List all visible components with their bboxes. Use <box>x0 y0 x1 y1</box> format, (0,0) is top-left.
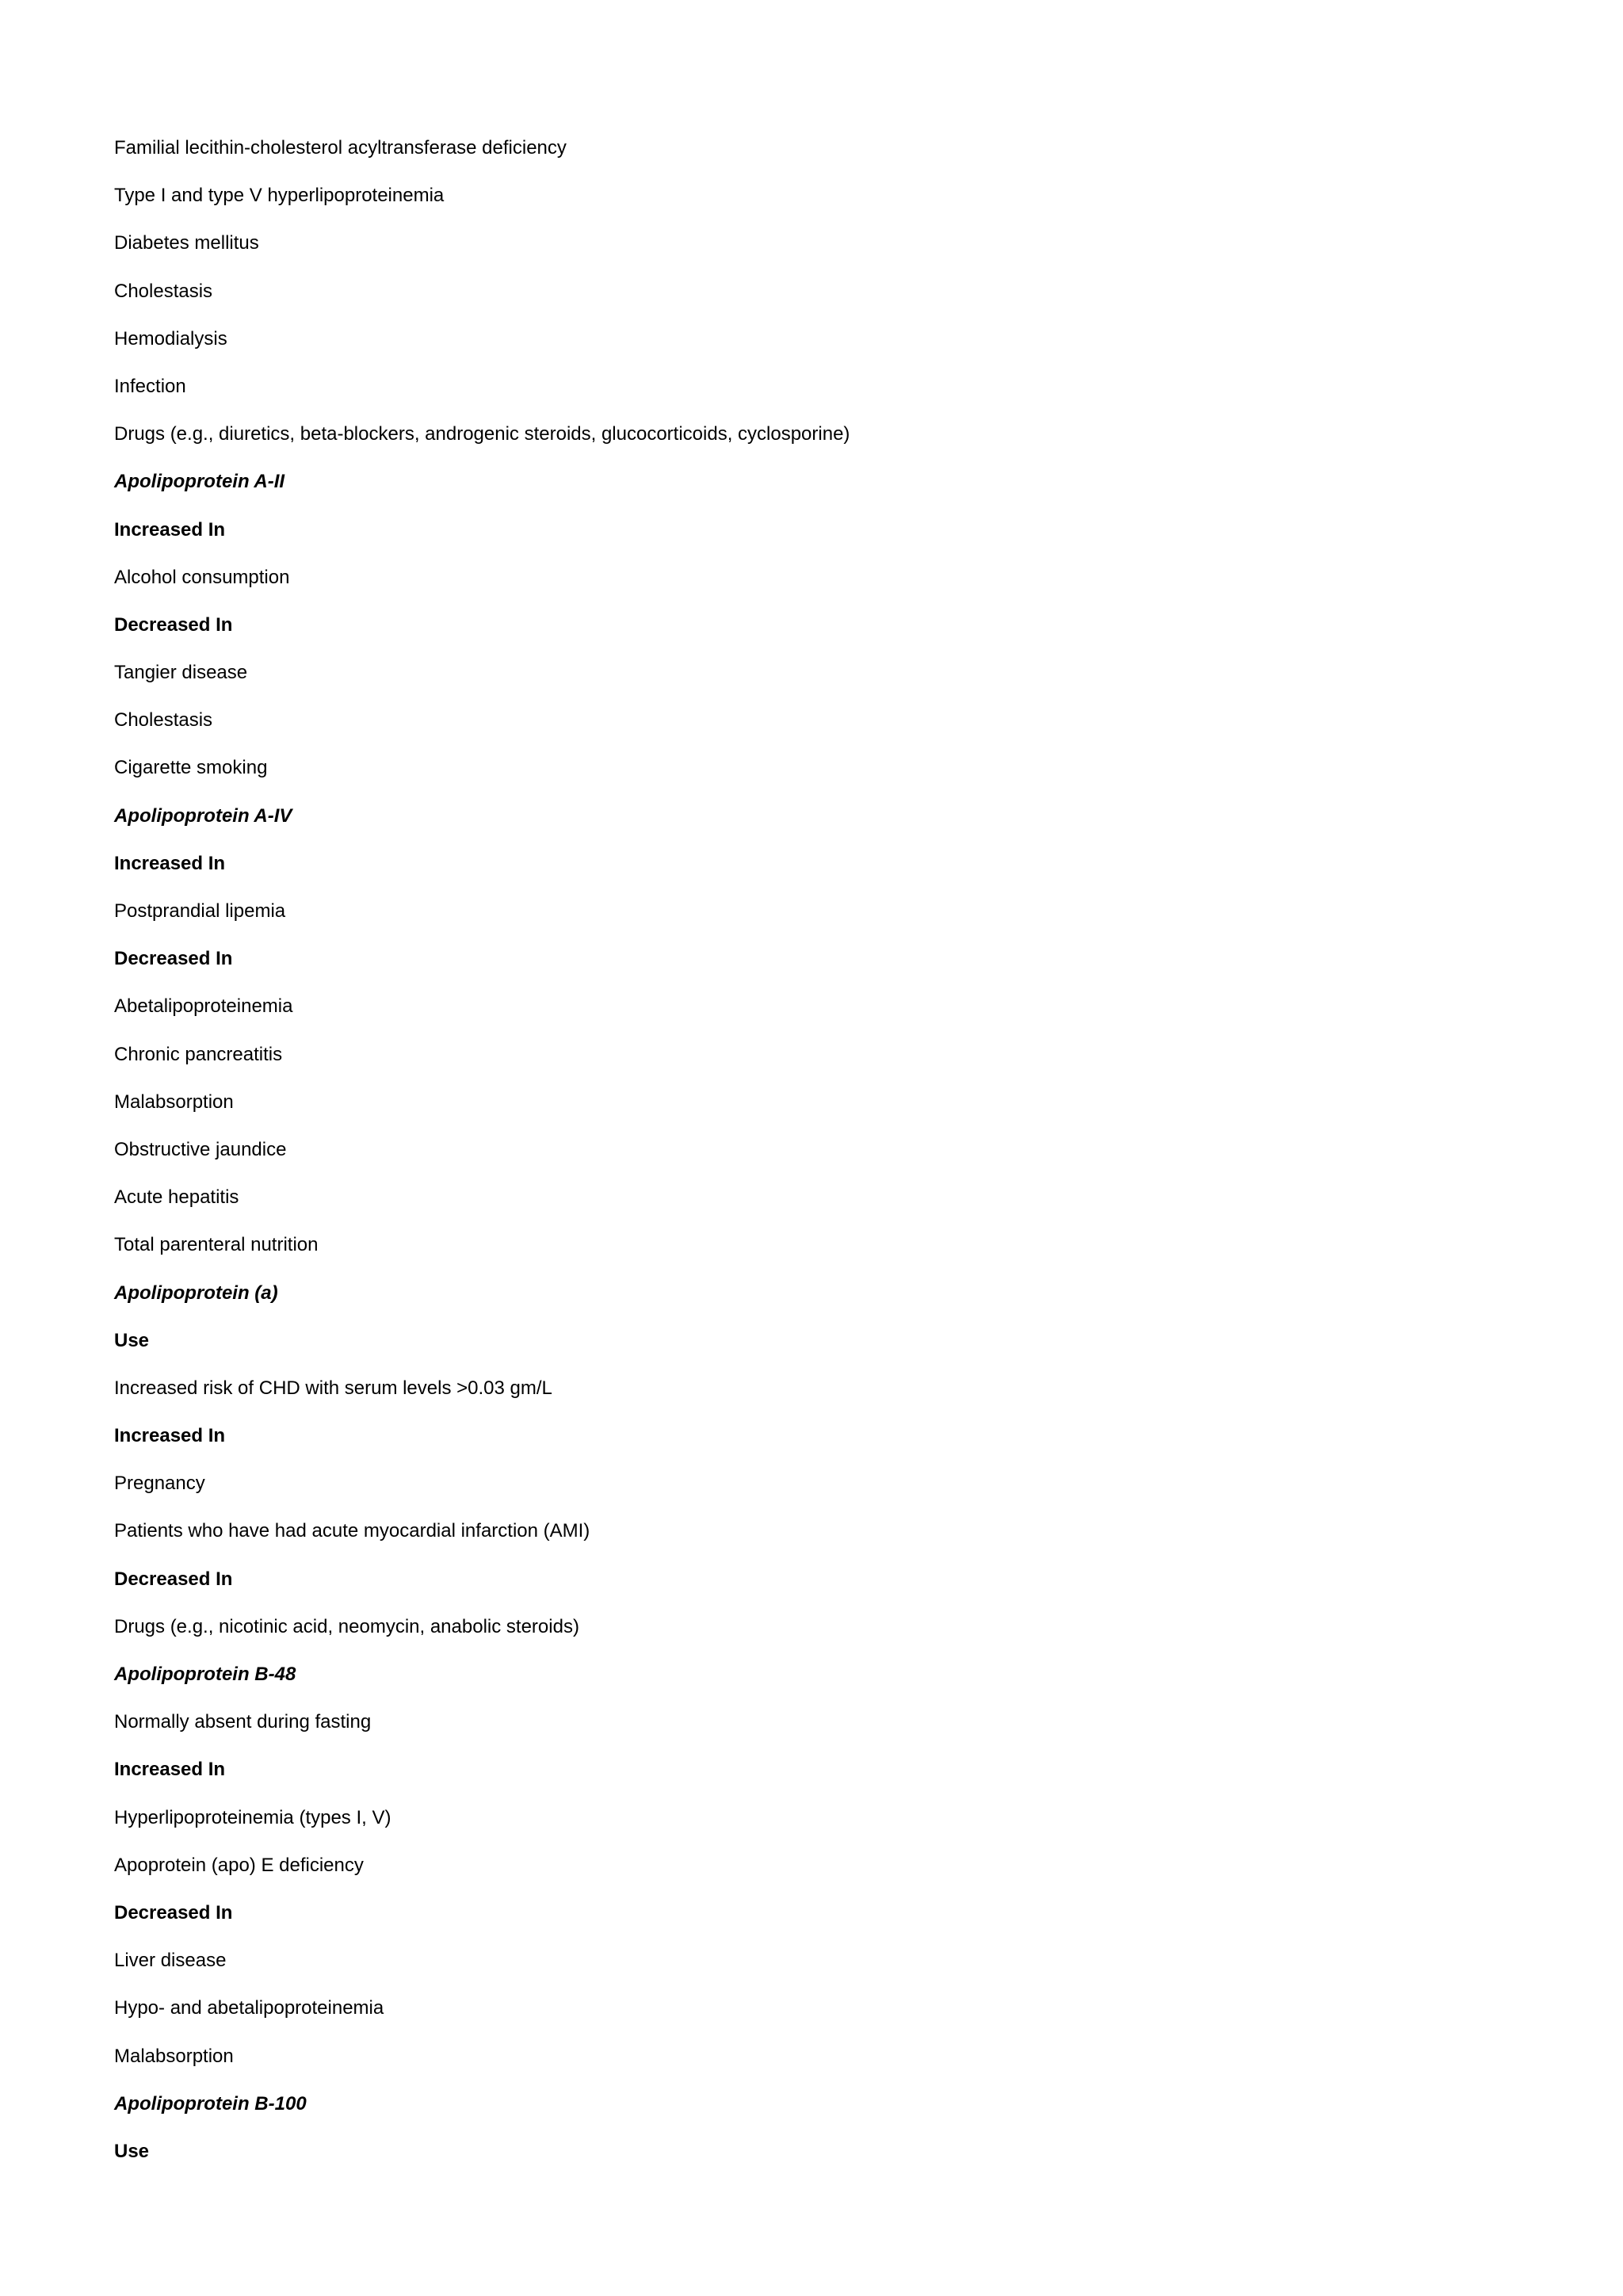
text-line: Chronic pancreatitis <box>114 1043 283 1065</box>
text-line: Infection <box>114 375 186 397</box>
text-line: Increased risk of CHD with serum levels >0.03 gm/L <box>114 1377 552 1399</box>
text-line: Normally absent during fasting <box>114 1711 372 1733</box>
text-line: Alcohol consumption <box>114 566 290 588</box>
text-line: Type I and type V hyperlipoproteinemia <box>114 185 445 207</box>
text-line: Abetalipoproteinemia <box>114 995 293 1018</box>
text-line: Total parenteral nutrition <box>114 1234 319 1256</box>
text-line: Hyperlipoproteinemia (types I, V) <box>114 1806 391 1828</box>
text-line: Hemodialysis <box>114 327 227 350</box>
text-line: Malabsorption <box>114 2045 234 2067</box>
text-line: Drugs (e.g., diuretics, beta-blockers, androgenic steroids, glucocorticoids, cyclosporine) <box>114 423 850 445</box>
text-line: Liver disease <box>114 1950 227 1972</box>
subsection-label: Decreased In <box>114 948 233 970</box>
subsection-label: Increased In <box>114 852 226 874</box>
text-line: Pregnancy <box>114 1473 205 1495</box>
subsection-label: Decreased In <box>114 1568 233 1590</box>
text-line: Diabetes mellitus <box>114 232 259 254</box>
text-line: Hypo- and abetalipoproteinemia <box>114 1997 384 2019</box>
text-line: Cigarette smoking <box>114 757 268 779</box>
text-line: Malabsorption <box>114 1091 234 1113</box>
text-line: Familial lecithin-cholesterol acyltransferase deficiency <box>114 137 567 159</box>
text-line: Drugs (e.g., nicotinic acid, neomycin, anabolic steroids) <box>114 1615 579 1637</box>
document-body <box>114 136 1509 2187</box>
text-line: Obstructive jaundice <box>114 1138 287 1160</box>
text-line: Postprandial lipemia <box>114 900 286 922</box>
text-line: Patients who have had acute myocardial infarction (AMI) <box>114 1520 590 1542</box>
text-line: Acute hepatitis <box>114 1186 239 1209</box>
text-line: Apoprotein (apo) E deficiency <box>114 1854 364 1876</box>
section-heading: Apolipoprotein A-II <box>114 471 285 493</box>
section-heading: Apolipoprotein A-IV <box>114 804 292 827</box>
subsection-label: Use <box>114 2140 150 2162</box>
section-heading: Apolipoprotein (a) <box>114 1282 278 1304</box>
subsection-label: Decreased In <box>114 613 233 636</box>
subsection-label: Decreased In <box>114 1901 233 1924</box>
text-line: Cholestasis <box>114 709 213 732</box>
text-line: Tangier disease <box>114 662 248 684</box>
subsection-label: Increased In <box>114 1759 226 1781</box>
subsection-label: Increased In <box>114 518 226 541</box>
section-heading: Apolipoprotein B-100 <box>114 2092 307 2115</box>
subsection-label: Use <box>114 1329 150 1351</box>
text-line: Cholestasis <box>114 280 213 302</box>
subsection-label: Increased In <box>114 1425 226 1447</box>
section-heading: Apolipoprotein B-48 <box>114 1664 296 1685</box>
